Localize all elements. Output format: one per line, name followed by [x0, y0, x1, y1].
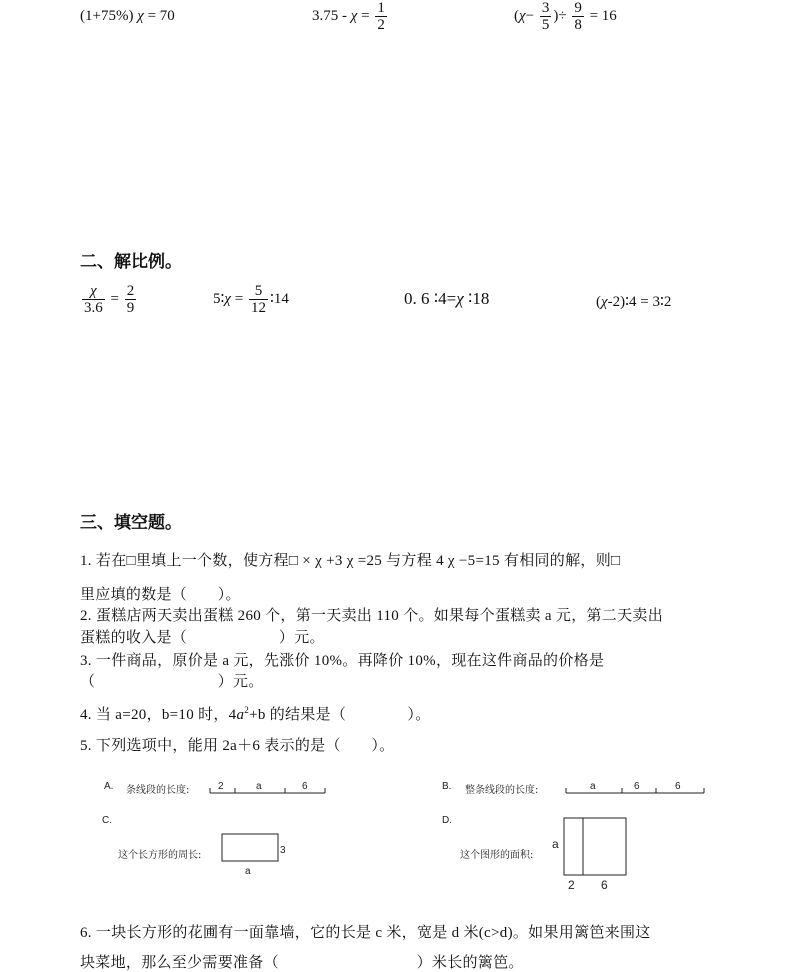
equation-1 — [80, 8, 175, 25]
option-c-letter: C. — [102, 815, 112, 826]
fraction — [572, 0, 584, 33]
fraction-denominator: 12 — [250, 300, 266, 316]
equation-3 — [514, 0, 617, 33]
fraction-numerator: 3 — [541, 0, 550, 16]
option-a-segment-diagram — [200, 773, 330, 799]
option-a-seg-2: a — [256, 781, 262, 792]
variable-chi: χ — [350, 7, 358, 24]
fraction-numerator: χ — [82, 283, 105, 300]
proportion-1 — [80, 283, 138, 316]
question-1-line-1: 1. 若在□里填上一个数，使方程□ × χ +3 χ =25 与方程 4 χ −5=15 有相同的解，则□ — [80, 553, 621, 569]
proportion-2-right: ∶14 — [269, 290, 289, 307]
open-paren: ( — [514, 7, 519, 24]
fraction-numerator: 9 — [574, 0, 582, 16]
option-d-width-2: 6 — [601, 878, 608, 892]
proportion-4 — [596, 292, 671, 311]
fraction — [249, 283, 268, 316]
fraction-numerator: 1 — [377, 0, 385, 16]
option-d-area-diagram — [548, 814, 638, 892]
section-title-2: 二、解比例。 — [80, 252, 182, 272]
proportion-3-left: 0. 6 ∶4= — [404, 289, 457, 308]
option-a-seg-1: 2 — [218, 781, 224, 792]
section-title-3: 三、填空题。 — [80, 513, 182, 533]
fraction-denominator: 2 — [377, 17, 385, 33]
option-b-seg-2: 6 — [634, 781, 640, 792]
equals-sign: = — [234, 290, 244, 307]
variable-chi: χ — [601, 294, 608, 310]
exponent: 2 — [244, 705, 250, 715]
option-c-side: 3 — [280, 845, 286, 856]
close-paren-divide: )÷ — [553, 7, 567, 24]
question-2-line-1: 2. 蛋糕店两天卖出蛋糕 260 个，第一天卖出 110 个。如果每个蛋糕卖 a 元，第二天卖出 — [80, 608, 664, 624]
proportion-3-right: ∶18 — [468, 289, 490, 308]
equation-1-right: = 70 — [147, 8, 175, 24]
fraction-denominator: 5 — [541, 17, 550, 33]
question-4 — [80, 703, 431, 724]
fraction-numerator: 2 — [126, 283, 135, 299]
option-a-seg-3: 6 — [302, 781, 308, 792]
question-2-line-2: 蛋糕的收入是（ ）元。 — [80, 630, 325, 646]
variable-chi: χ — [519, 7, 526, 24]
fraction — [125, 283, 137, 316]
option-a-label: 条线段的长度: — [126, 785, 190, 796]
option-d-label: 这个图形的面积: — [460, 850, 534, 861]
question-1-line-2: 里应填的数是（ ）。 — [80, 587, 241, 603]
variable-chi: χ — [224, 290, 232, 307]
option-a-letter: A. — [104, 781, 114, 792]
proportion-2-left: 5∶ — [213, 290, 225, 307]
fraction-numerator: 5 — [249, 283, 268, 300]
fraction-denominator: 8 — [574, 17, 582, 33]
equals-sign: = — [361, 7, 370, 24]
equation-1-left: (1+75%) — [80, 8, 134, 24]
fraction-denominator: 9 — [126, 300, 135, 316]
fraction — [82, 283, 105, 316]
option-d-side: a — [552, 837, 559, 851]
option-d-letter: D. — [442, 815, 452, 826]
question-6-line-2: 块菜地，那么至少需要准备（ ）米长的篱笆。 — [80, 955, 524, 971]
variable-a: a — [236, 707, 245, 723]
option-c-label: 这个长方形的周长: — [118, 850, 202, 861]
equals-sign: = — [110, 290, 119, 307]
question-4-prefix: 4. 当 a=20，b=10 时，4 — [80, 707, 237, 723]
fraction — [540, 0, 552, 33]
option-b-label: 整条线段的长度: — [465, 785, 539, 796]
question-4-suffix: +b 的结果是（ ）。 — [249, 707, 431, 723]
option-b-seg-1: a — [590, 781, 596, 792]
minus-sign: − — [525, 7, 535, 24]
equation-2-left: 3.75 - — [312, 7, 347, 24]
proportion-3 — [404, 289, 489, 309]
option-b-segment-diagram — [560, 773, 710, 799]
option-b-letter: B. — [442, 781, 452, 792]
question-3-line-2: （ ）元。 — [80, 674, 264, 690]
question-5: 5. 下列选项中，能用 2a＋6 表示的是（ ）。 — [80, 738, 395, 754]
variable-chi: χ — [456, 289, 464, 308]
question-6-line-1: 6. 一块长方形的花圃有一面靠墙，它的长是 c 米，宽是 d 米(c>d)。如果用篱笆来围这 — [80, 925, 651, 941]
fraction-denominator: 3.6 — [84, 300, 103, 316]
equation-3-right: = 16 — [589, 7, 617, 24]
question-3-line-1: 3. 一件商品，原价是 a 元，先涨价 10%。再降价 10%，现在这件商品的价格是 — [80, 653, 605, 669]
proportion-4-right: -2)∶4 = 3∶2 — [607, 294, 672, 310]
option-c-rectangle-diagram — [214, 828, 294, 878]
fraction — [375, 0, 387, 33]
variable-chi: χ — [137, 8, 144, 24]
option-b-seg-3: 6 — [675, 781, 681, 792]
option-d-width-1: 2 — [568, 878, 575, 892]
option-c-bottom: a — [245, 866, 251, 877]
proportion-2 — [213, 283, 289, 316]
equation-2 — [312, 0, 389, 33]
proportion-4-left: ( — [596, 294, 601, 310]
